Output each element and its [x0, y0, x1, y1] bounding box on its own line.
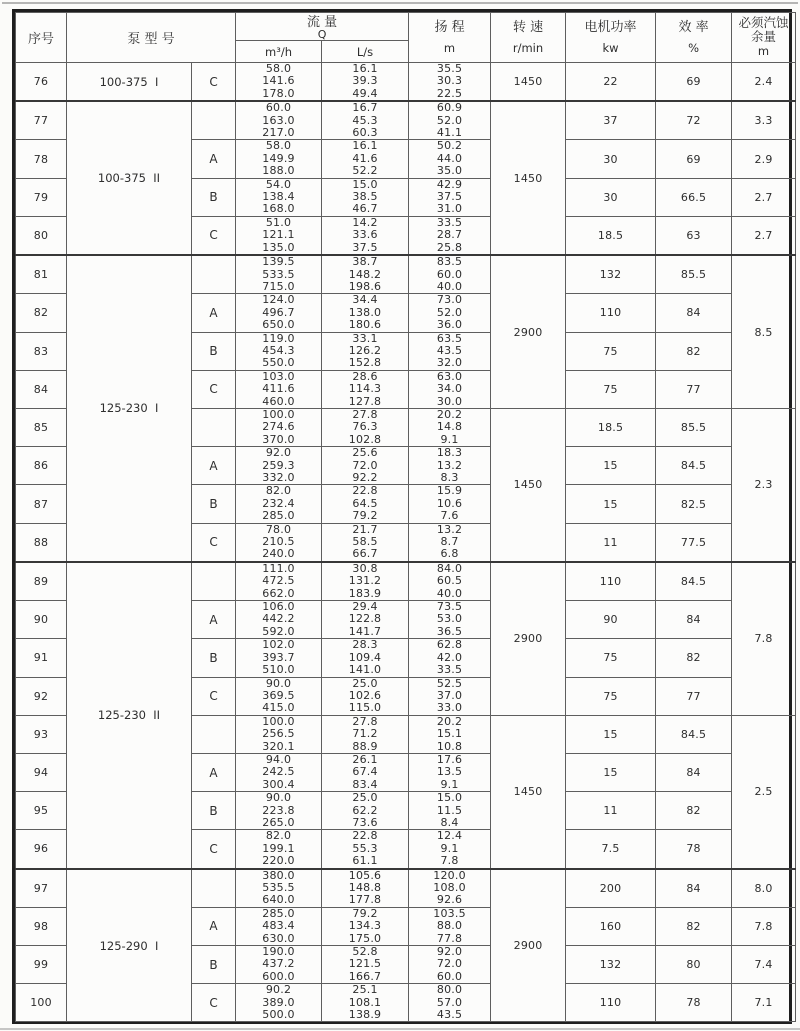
flow-m3h-cell: 78.0 210.5 240.0 [236, 523, 322, 562]
header-flow-m3h: m³/h [236, 41, 322, 63]
speed-cell: 1450 [491, 715, 566, 868]
serial-cell: 92 [16, 677, 67, 715]
power-cell: 75 [566, 370, 656, 408]
eff-cell: 69 [656, 63, 732, 102]
flow-m3h-cell: 119.0 454.3 550.0 [236, 332, 322, 370]
serial-cell: 88 [16, 523, 67, 562]
flow-ls-cell: 22.8 64.5 79.2 [322, 485, 409, 523]
flow-m3h-cell: 100.0 256.5 320.1 [236, 715, 322, 753]
head-cell: 12.4 9.1 7.8 [409, 830, 491, 869]
variant-cell: C [192, 523, 236, 562]
flow-m3h-cell: 58.0 141.6 178.0 [236, 63, 322, 102]
spec-row-81 [16, 255, 796, 294]
serial-cell: 99 [16, 946, 67, 984]
npsh-cell: 7.8 [732, 907, 796, 945]
power-cell: 30 [566, 178, 656, 216]
head-cell: 33.5 28.7 25.8 [409, 216, 491, 255]
head-cell: 63.5 43.5 32.0 [409, 332, 491, 370]
header-serial: 序号 [16, 13, 67, 63]
flow-ls-cell: 16.7 45.3 60.3 [322, 101, 409, 140]
model-cell: 125-230 I [67, 255, 192, 562]
variant-cell: C [192, 677, 236, 715]
head-cell: 84.0 60.5 40.0 [409, 562, 491, 601]
serial-cell: 81 [16, 255, 67, 294]
flow-m3h-cell: 54.0 138.4 168.0 [236, 178, 322, 216]
variant-cell: B [192, 639, 236, 677]
flow-ls-cell: 38.7 148.2 198.6 [322, 255, 409, 294]
variant-cell: B [192, 792, 236, 830]
head-cell: 60.9 52.0 41.1 [409, 101, 491, 140]
spec-row-76 [16, 63, 796, 102]
eff-cell: 84.5 [656, 562, 732, 601]
flow-ls-cell: 25.0 62.2 73.6 [322, 792, 409, 830]
header-flow-ls: L/s [322, 41, 409, 63]
eff-cell: 85.5 [656, 255, 732, 294]
flow-m3h-cell: 60.0 163.0 217.0 [236, 101, 322, 140]
variant-cell: A [192, 753, 236, 791]
flow-ls-cell: 30.8 131.2 183.9 [322, 562, 409, 601]
serial-cell: 100 [16, 984, 67, 1022]
eff-cell: 77 [656, 370, 732, 408]
power-cell: 90 [566, 601, 656, 639]
power-cell: 110 [566, 294, 656, 332]
head-cell: 120.0 108.0 92.6 [409, 869, 491, 908]
flow-m3h-cell: 82.0 232.4 285.0 [236, 485, 322, 523]
serial-cell: 86 [16, 447, 67, 485]
flow-ls-cell: 25.0 102.6 115.0 [322, 677, 409, 715]
flow-ls-cell: 29.4 122.8 141.7 [322, 601, 409, 639]
scan-artifact-bottom [0, 1028, 800, 1030]
header-power: 电机功率 kw [566, 13, 656, 63]
serial-cell: 89 [16, 562, 67, 601]
flow-m3h-cell: 285.0 483.4 630.0 [236, 907, 322, 945]
serial-cell: 77 [16, 101, 67, 140]
serial-cell: 96 [16, 830, 67, 869]
head-cell: 15.0 11.5 8.4 [409, 792, 491, 830]
flow-m3h-cell: 190.0 437.2 600.0 [236, 946, 322, 984]
eff-cell: 78 [656, 984, 732, 1022]
power-cell: 75 [566, 639, 656, 677]
power-cell: 15 [566, 485, 656, 523]
flow-ls-cell: 15.0 38.5 46.7 [322, 178, 409, 216]
npsh-cell: 2.9 [732, 140, 796, 178]
npsh-cell: 2.5 [732, 715, 796, 868]
flow-ls-cell: 34.4 138.0 180.6 [322, 294, 409, 332]
variant-cell [192, 255, 236, 294]
eff-cell: 84.5 [656, 715, 732, 753]
variant-cell: B [192, 946, 236, 984]
model-cell: 100-375 II [67, 101, 192, 255]
serial-cell: 98 [16, 907, 67, 945]
power-cell: 15 [566, 447, 656, 485]
flow-ls-cell: 52.8 121.5 166.7 [322, 946, 409, 984]
power-cell: 110 [566, 984, 656, 1022]
serial-cell: 84 [16, 370, 67, 408]
variant-cell: A [192, 140, 236, 178]
flow-ls-cell: 79.2 134.3 175.0 [322, 907, 409, 945]
power-cell: 160 [566, 907, 656, 945]
header-efficiency: 效 率 % [656, 13, 732, 63]
variant-cell: A [192, 907, 236, 945]
head-cell: 42.9 37.5 31.0 [409, 178, 491, 216]
serial-cell: 78 [16, 140, 67, 178]
spec-row-89 [16, 562, 796, 601]
flow-ls-cell: 27.8 76.3 102.8 [322, 408, 409, 446]
head-cell: 15.9 10.6 7.6 [409, 485, 491, 523]
serial-cell: 90 [16, 601, 67, 639]
serial-cell: 79 [16, 178, 67, 216]
flow-m3h-cell: 51.0 121.1 135.0 [236, 216, 322, 255]
npsh-cell: 2.7 [732, 216, 796, 255]
power-cell: 18.5 [566, 216, 656, 255]
npsh-cell: 7.8 [732, 562, 796, 715]
serial-cell: 76 [16, 63, 67, 102]
variant-cell: C [192, 63, 236, 102]
flow-ls-cell: 22.8 55.3 61.1 [322, 830, 409, 869]
variant-cell: C [192, 984, 236, 1022]
flow-m3h-cell: 58.0 149.9 188.0 [236, 140, 322, 178]
eff-cell: 69 [656, 140, 732, 178]
power-cell: 200 [566, 869, 656, 908]
model-cell: 125-230 II [67, 562, 192, 869]
model-cell: 125-290 I [67, 869, 192, 1022]
variant-cell: B [192, 485, 236, 523]
npsh-cell: 8.0 [732, 869, 796, 908]
power-cell: 75 [566, 677, 656, 715]
head-cell: 50.2 44.0 35.0 [409, 140, 491, 178]
head-cell: 80.0 57.0 43.5 [409, 984, 491, 1022]
flow-m3h-cell: 90.2 389.0 500.0 [236, 984, 322, 1022]
header-row-1 [16, 13, 796, 41]
head-cell: 83.5 60.0 40.0 [409, 255, 491, 294]
serial-cell: 95 [16, 792, 67, 830]
head-cell: 52.5 37.0 33.0 [409, 677, 491, 715]
variant-cell [192, 869, 236, 908]
npsh-cell: 8.5 [732, 255, 796, 408]
serial-cell: 83 [16, 332, 67, 370]
npsh-cell: 3.3 [732, 101, 796, 140]
speed-cell: 1450 [491, 63, 566, 102]
flow-m3h-cell: 124.0 496.7 650.0 [236, 294, 322, 332]
variant-cell [192, 562, 236, 601]
eff-cell: 72 [656, 101, 732, 140]
speed-cell: 2900 [491, 562, 566, 715]
power-cell: 11 [566, 523, 656, 562]
power-cell: 75 [566, 332, 656, 370]
power-cell: 132 [566, 946, 656, 984]
eff-cell: 82 [656, 792, 732, 830]
head-cell: 20.2 15.1 10.8 [409, 715, 491, 753]
flow-m3h-cell: 90.0 223.8 265.0 [236, 792, 322, 830]
speed-cell: 2900 [491, 869, 566, 1022]
eff-cell: 84 [656, 601, 732, 639]
eff-cell: 84 [656, 294, 732, 332]
flow-ls-cell: 16.1 39.3 49.4 [322, 63, 409, 102]
eff-cell: 85.5 [656, 408, 732, 446]
eff-cell: 84 [656, 869, 732, 908]
flow-m3h-cell: 102.0 393.7 510.0 [236, 639, 322, 677]
flow-ls-cell: 25.1 108.1 138.9 [322, 984, 409, 1022]
power-cell: 110 [566, 562, 656, 601]
head-cell: 62.8 42.0 33.5 [409, 639, 491, 677]
eff-cell: 84 [656, 753, 732, 791]
flow-m3h-cell: 92.0 259.3 332.0 [236, 447, 322, 485]
npsh-cell: 2.7 [732, 178, 796, 216]
variant-cell: C [192, 216, 236, 255]
npsh-cell: 2.3 [732, 408, 796, 561]
head-cell: 35.5 30.3 22.5 [409, 63, 491, 102]
flow-ls-cell: 26.1 67.4 83.4 [322, 753, 409, 791]
flow-ls-cell: 27.8 71.2 88.9 [322, 715, 409, 753]
pump-spec-table [12, 9, 792, 1024]
header-npsh: 必须汽蚀余量 m [732, 13, 796, 63]
serial-cell: 80 [16, 216, 67, 255]
eff-cell: 82 [656, 907, 732, 945]
spec-row-77 [16, 101, 796, 140]
speed-cell: 2900 [491, 255, 566, 408]
spec-row-97 [16, 869, 796, 908]
scan-artifact-top [2, 2, 798, 4]
head-cell: 20.2 14.8 9.1 [409, 408, 491, 446]
spec-table [15, 12, 796, 1022]
power-cell: 132 [566, 255, 656, 294]
flow-m3h-cell: 103.0 411.6 460.0 [236, 370, 322, 408]
head-cell: 92.0 72.0 60.0 [409, 946, 491, 984]
power-cell: 7.5 [566, 830, 656, 869]
head-cell: 103.5 88.0 77.8 [409, 907, 491, 945]
flow-ls-cell: 105.6 148.8 177.8 [322, 869, 409, 908]
flow-m3h-cell: 90.0 369.5 415.0 [236, 677, 322, 715]
eff-cell: 77 [656, 677, 732, 715]
serial-cell: 97 [16, 869, 67, 908]
flow-ls-cell: 21.7 58.5 66.7 [322, 523, 409, 562]
variant-cell [192, 101, 236, 140]
serial-cell: 94 [16, 753, 67, 791]
eff-cell: 80 [656, 946, 732, 984]
variant-cell [192, 408, 236, 446]
flow-ls-cell: 25.6 72.0 92.2 [322, 447, 409, 485]
flow-ls-cell: 14.2 33.6 37.5 [322, 216, 409, 255]
header-head: 扬 程 m [409, 13, 491, 63]
flow-m3h-cell: 94.0 242.5 300.4 [236, 753, 322, 791]
head-cell: 73.5 53.0 36.5 [409, 601, 491, 639]
power-cell: 22 [566, 63, 656, 102]
eff-cell: 82 [656, 639, 732, 677]
header-model: 泵 型 号 [67, 13, 236, 63]
power-cell: 37 [566, 101, 656, 140]
flow-ls-cell: 16.1 41.6 52.2 [322, 140, 409, 178]
serial-cell: 85 [16, 408, 67, 446]
npsh-cell: 7.4 [732, 946, 796, 984]
npsh-cell: 2.4 [732, 63, 796, 102]
eff-cell: 66.5 [656, 178, 732, 216]
serial-cell: 87 [16, 485, 67, 523]
head-cell: 63.0 34.0 30.0 [409, 370, 491, 408]
flow-m3h-cell: 111.0 472.5 662.0 [236, 562, 322, 601]
eff-cell: 78 [656, 830, 732, 869]
eff-cell: 82.5 [656, 485, 732, 523]
serial-cell: 91 [16, 639, 67, 677]
serial-cell: 82 [16, 294, 67, 332]
flow-m3h-cell: 106.0 442.2 592.0 [236, 601, 322, 639]
header-flow [236, 13, 409, 41]
flow-ls-cell: 28.6 114.3 127.8 [322, 370, 409, 408]
serial-cell: 93 [16, 715, 67, 753]
eff-cell: 84.5 [656, 447, 732, 485]
head-cell: 18.3 13.2 8.3 [409, 447, 491, 485]
flow-label: 流 量 [306, 15, 338, 30]
npsh-cell: 7.1 [732, 984, 796, 1022]
variant-cell: B [192, 332, 236, 370]
head-cell: 17.6 13.5 9.1 [409, 753, 491, 791]
variant-cell [192, 715, 236, 753]
flow-m3h-cell: 82.0 199.1 220.0 [236, 830, 322, 869]
power-cell: 18.5 [566, 408, 656, 446]
variant-cell: A [192, 294, 236, 332]
variant-cell: A [192, 601, 236, 639]
flow-symbol: Q [317, 28, 327, 41]
speed-cell: 1450 [491, 101, 566, 255]
flow-m3h-cell: 100.0 274.6 370.0 [236, 408, 322, 446]
variant-cell: B [192, 178, 236, 216]
variant-cell: A [192, 447, 236, 485]
power-cell: 15 [566, 715, 656, 753]
eff-cell: 77.5 [656, 523, 732, 562]
eff-cell: 82 [656, 332, 732, 370]
flow-m3h-cell: 380.0 535.5 640.0 [236, 869, 322, 908]
head-cell: 73.0 52.0 36.0 [409, 294, 491, 332]
power-cell: 11 [566, 792, 656, 830]
power-cell: 15 [566, 753, 656, 791]
speed-cell: 1450 [491, 408, 566, 561]
eff-cell: 63 [656, 216, 732, 255]
flow-ls-cell: 33.1 126.2 152.8 [322, 332, 409, 370]
model-cell: 100-375 I [67, 63, 192, 102]
power-cell: 30 [566, 140, 656, 178]
flow-ls-cell: 28.3 109.4 141.0 [322, 639, 409, 677]
flow-m3h-cell: 139.5 533.5 715.0 [236, 255, 322, 294]
variant-cell: C [192, 370, 236, 408]
head-cell: 13.2 8.7 6.8 [409, 523, 491, 562]
variant-cell: C [192, 830, 236, 869]
header-speed: 转 速 r/min [491, 13, 566, 63]
